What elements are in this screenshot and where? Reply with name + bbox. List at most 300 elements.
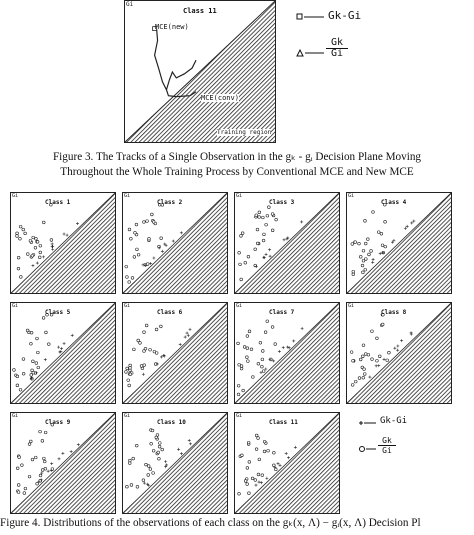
observation-circle-marker [351,243,354,246]
observation-circle-marker [237,393,240,396]
observation-circle-marker [17,491,20,494]
observation-circle-marker [128,384,131,387]
observation-circle-marker [135,444,138,447]
observation-circle-marker [137,253,140,256]
observation-circle-marker [258,211,261,214]
observation-plus-marker [63,342,66,345]
observation-plus-marker [177,448,180,451]
observation-circle-marker [241,232,244,235]
square-marker-icon [296,12,326,22]
observation-circle-marker [19,388,22,391]
observation-circle-marker [150,213,153,216]
observation-circle-marker [37,351,40,354]
figure4-panel-5 [10,302,116,404]
figure4-panel-plot [11,193,115,293]
observation-circle-marker [384,220,387,223]
observation-circle-marker [152,449,155,452]
observation-circle-marker [376,337,379,340]
observation-plus-marker [272,359,275,362]
observation-circle-marker [36,337,39,340]
observation-circle-marker [143,331,146,334]
figure4-axis-label: Gi [12,303,19,309]
observation-plus-marker [300,220,303,223]
observation-plus-marker [294,446,297,449]
observation-plus-marker [70,450,73,453]
observation-circle-marker [153,350,156,353]
observation-plus-marker [77,443,80,446]
observation-circle-marker [16,235,19,238]
observation-circle-marker [19,225,22,228]
plus-marker-icon [358,418,378,428]
observation-plus-marker [258,481,261,484]
observation-circle-marker [371,358,374,361]
observation-circle-marker [367,353,370,356]
observation-circle-marker [352,359,355,362]
observation-circle-marker [135,223,138,226]
figure4-axis-label: Gi [236,193,243,199]
observation-plus-marker [51,248,54,251]
observation-plus-marker [268,248,271,251]
observation-circle-marker [238,492,241,495]
observation-circle-marker [238,251,241,254]
observation-circle-marker [255,214,258,217]
observation-circle-marker [16,375,19,378]
figure4-axis-label: Gi [124,303,131,309]
observation-circle-marker [244,261,247,264]
figure4-axis-label: Gi [12,193,19,199]
observation-circle-marker [271,213,274,216]
figure4-panel-title: Class 11 [269,419,298,426]
observation-circle-marker [248,461,251,464]
figure4-panel-plot [123,193,227,293]
observation-circle-marker [30,342,33,345]
observation-circle-marker [272,451,275,454]
observation-circle-marker [364,242,367,245]
observation-circle-marker [149,348,152,351]
observation-circle-marker [363,373,366,376]
figure3-panel-title: Class 11 [183,7,217,15]
observation-circle-marker [362,376,365,379]
observation-circle-marker [265,223,268,226]
observation-plus-marker [163,355,166,358]
observation-circle-marker [41,469,44,472]
observation-circle-marker [128,228,131,231]
observation-plus-marker [180,231,183,234]
triangle-marker-icon [296,48,326,58]
observation-circle-marker [248,492,251,495]
observation-circle-marker [128,281,131,284]
observation-circle-marker [266,320,269,323]
observation-circle-marker [267,206,270,209]
observation-circle-marker [143,221,146,224]
figure4-axis-label: Gi [124,193,131,199]
observation-circle-marker [246,335,249,338]
observation-circle-marker [17,484,20,487]
observation-plus-marker [60,347,63,350]
figure3-region-label: Training region [217,129,272,136]
observation-plus-marker [61,452,64,455]
observation-plus-marker [142,373,145,376]
figure4-panel-1 [10,192,116,294]
observation-plus-marker [180,452,183,455]
figure4-panel-plot [123,413,227,513]
observation-circle-marker [37,366,40,369]
figure4-panel-10 [122,412,228,514]
observation-circle-marker [160,237,163,240]
observation-plus-marker [162,354,165,357]
observation-circle-marker [39,474,42,477]
observation-circle-marker [262,370,265,373]
observation-plus-marker [383,358,386,361]
observation-plus-marker [379,252,382,255]
observation-circle-marker [261,216,264,219]
observation-circle-marker [237,342,240,345]
figure3-legend [296,8,406,68]
observation-plus-marker [265,477,268,480]
observation-plus-marker [372,258,375,261]
observation-circle-marker [362,259,365,262]
observation-circle-marker [363,368,366,371]
figure4-panel-9 [10,412,116,514]
observation-plus-marker [161,250,164,253]
observation-circle-marker [263,440,266,443]
observation-circle-marker [384,245,387,248]
observation-circle-marker [362,271,365,274]
observation-circle-marker [129,373,132,376]
figure4-panel-title: Class 6 [157,309,183,316]
observation-circle-marker [19,237,22,240]
observation-circle-marker [129,237,132,240]
observation-circle-marker [151,429,154,432]
observation-circle-marker [147,465,150,468]
observation-circle-marker [238,363,241,366]
observation-circle-marker [386,359,389,362]
observation-plus-marker [410,221,413,224]
observation-circle-marker [364,268,367,271]
observation-circle-marker [157,451,160,454]
observation-circle-marker [23,492,26,495]
observation-circle-marker [30,331,33,334]
observation-circle-marker [364,353,367,356]
figure4-panel-title: Class 7 [269,309,295,316]
figure3-plot-area [125,1,275,142]
observation-circle-marker [22,372,25,375]
observation-plus-marker [393,347,396,350]
observation-circle-marker [127,379,130,382]
observation-circle-marker [361,264,364,267]
figure4-panel-8 [346,302,452,404]
observation-circle-marker [145,324,148,327]
figure4-panel-plot [123,303,227,403]
figure4-axis-label: Gi [236,413,243,419]
figure4-panel-11 [234,412,340,514]
observation-circle-marker [251,477,254,480]
observation-circle-marker [354,380,357,383]
observation-circle-marker [263,450,266,453]
figure4-legend-fraction [378,436,396,455]
observation-circle-marker [358,242,361,245]
observation-circle-marker [126,367,129,370]
observation-circle-marker [254,479,257,482]
observation-plus-marker [66,234,69,237]
observation-plus-marker [269,255,272,258]
figure4-axis-label: Gi [124,413,131,419]
observation-circle-marker [377,231,380,234]
observation-circle-marker [246,360,249,363]
figure4-panel-plot [235,413,339,513]
observation-plus-marker [265,253,268,256]
observation-circle-marker [44,467,47,470]
observation-plus-marker [301,327,304,330]
observation-circle-marker [251,376,254,379]
observation-circle-marker [388,351,391,354]
observation-plus-marker [172,240,175,243]
observation-circle-marker [152,221,155,224]
observation-circle-marker [358,377,361,380]
observation-circle-marker [28,443,31,446]
observation-circle-marker [155,436,158,439]
observation-plus-marker [400,339,403,342]
observation-plus-marker [377,364,380,367]
observation-plus-marker [149,262,152,265]
figure4-panel-title: Class 10 [157,419,186,426]
observation-circle-marker [126,485,129,488]
observation-plus-marker [279,464,282,467]
observation-circle-marker [31,254,34,257]
observation-circle-marker [21,464,24,467]
observation-plus-marker [188,439,191,442]
observation-circle-marker [381,244,384,247]
figure4-panel-7 [234,302,340,404]
observation-plus-marker [285,452,288,455]
observation-circle-marker [24,232,27,235]
observation-circle-marker [148,237,151,240]
observation-circle-marker [43,460,46,463]
observation-plus-marker [184,336,187,339]
observation-circle-marker [275,218,278,221]
figure4-panel-plot [347,303,451,403]
observation-circle-marker [362,344,365,347]
observation-circle-marker [16,467,19,470]
observation-plus-marker [58,457,61,460]
observation-circle-marker [136,248,139,251]
observation-circle-marker [17,267,20,270]
observation-circle-marker [361,355,364,358]
observation-circle-marker [134,231,137,234]
observation-circle-marker [240,278,243,281]
figure4-panel-plot [347,193,451,293]
observation-circle-marker [372,211,375,214]
figure4-panel-plot [235,303,339,403]
observation-plus-marker [44,358,47,361]
figure3-axis-label: Gi [126,1,134,8]
observation-circle-marker [143,350,146,353]
observation-plus-marker [278,350,281,353]
observation-circle-marker [133,256,136,259]
observation-circle-marker [247,255,250,258]
observation-circle-marker [22,358,25,361]
figure4-panel-title: Class 3 [269,199,295,206]
observation-circle-marker [256,242,259,245]
observation-circle-marker [16,232,19,235]
observation-circle-marker [29,440,32,443]
observation-circle-marker [257,473,260,476]
observation-circle-marker [237,384,240,387]
observation-circle-marker [264,331,267,334]
figure4-panel-4 [346,192,452,294]
observation-circle-marker [36,240,39,243]
observation-circle-marker [352,273,355,276]
observation-plus-marker [179,343,182,346]
observation-plus-marker [412,220,415,223]
observation-circle-marker [350,351,353,354]
observation-circle-marker [50,239,53,242]
observation-circle-marker [39,251,42,254]
observation-plus-marker [396,349,399,352]
observation-circle-marker [271,326,274,329]
observation-circle-marker [261,365,264,368]
observation-circle-marker [158,442,161,445]
observation-circle-marker [150,442,153,445]
observation-circle-marker [152,472,155,475]
observation-circle-marker [257,437,260,440]
observation-circle-marker [354,241,357,244]
observation-plus-marker [189,328,192,331]
observation-plus-marker [189,442,192,445]
figure4-panel-3 [234,192,340,294]
observation-plus-marker [51,245,54,248]
observation-circle-marker [258,458,261,461]
observation-circle-marker [34,456,37,459]
observation-circle-marker [35,237,38,240]
observation-circle-marker [259,341,262,344]
figure4-panel-plot [11,303,115,403]
figure4-legend-frac-num: Gk [382,436,392,445]
figure4-panel-title: Class 5 [45,309,71,316]
figure4-panel-plot [11,413,115,513]
observation-plus-marker [51,242,54,245]
observation-circle-marker [145,463,148,466]
observation-circle-marker [126,276,129,279]
observation-circle-marker [149,468,152,471]
observation-plus-marker [152,257,155,260]
observation-circle-marker [42,221,45,224]
observation-circle-marker [258,216,261,219]
figure3-legend-frac-num: Gk [330,37,344,48]
observation-circle-marker [128,459,131,462]
observation-circle-marker [129,367,132,370]
observation-circle-marker [359,255,362,258]
observation-circle-marker [22,228,25,231]
circle-marker-icon [358,444,378,454]
observation-circle-marker [240,367,243,370]
observation-circle-marker [13,369,16,372]
observation-plus-marker [404,227,407,230]
observation-circle-marker [17,256,20,259]
figure4-panel-6 [122,302,228,404]
observation-circle-marker [26,253,29,256]
observation-circle-marker [239,263,242,266]
observation-plus-marker [406,225,409,228]
observation-circle-marker [143,364,146,367]
observation-plus-marker [287,456,290,459]
observation-circle-marker [240,454,243,457]
observation-circle-marker [30,374,33,377]
observation-circle-marker [147,474,150,477]
observation-circle-marker [246,467,249,470]
observation-circle-marker [26,329,29,332]
observation-circle-marker [263,233,266,236]
observation-circle-marker [161,448,164,451]
observation-circle-marker [39,244,42,247]
observation-circle-marker [38,256,41,259]
figure4-panel-2 [122,192,228,294]
observation-circle-marker [146,220,149,223]
observation-circle-marker [18,456,21,459]
observation-circle-marker [131,277,134,280]
observation-circle-marker [159,325,162,328]
observation-circle-marker [32,371,35,374]
figure3-track-new-label: MCE(new) [155,23,189,31]
observation-circle-marker [132,457,135,460]
observation-circle-marker [274,343,277,346]
observation-circle-marker [254,248,257,251]
observation-plus-marker [160,355,163,358]
observation-circle-marker [261,474,264,477]
observation-circle-marker [155,328,158,331]
observation-plus-marker [57,346,60,349]
figure3-legend-frac-den: Gi [326,48,348,59]
observation-circle-marker [31,458,34,461]
figure3-caption-line1: Figure 3. The Tracks of a Single Observation in the gₖ - gᵢ Decision Plane Moving [52,151,422,163]
observation-circle-marker [381,323,384,326]
observation-circle-marker [246,347,249,350]
observation-circle-marker [246,483,249,486]
observation-plus-marker [277,462,280,465]
observation-circle-marker [242,389,245,392]
observation-circle-marker [42,317,45,320]
observation-circle-marker [359,358,362,361]
observation-circle-marker [35,362,38,365]
figure3-legend-diff: Gk-Gi [328,9,362,22]
observation-circle-marker [24,487,27,490]
observation-circle-marker [32,360,35,363]
observation-plus-marker [371,261,374,264]
observation-circle-marker [240,234,243,237]
observation-circle-marker [368,253,371,256]
observation-circle-marker [261,350,264,353]
observation-circle-marker [130,484,133,487]
observation-circle-marker [34,246,37,249]
observation-circle-marker [248,330,251,333]
observation-circle-marker [247,441,250,444]
observation-plus-marker [292,339,295,342]
figure4-legend-frac-den: Gi [378,445,396,455]
figure4-caption: Figure 4. Distributions of the observations of each class on the gₖ(x, Λ) − gᵢ(x, Λ) Decision Pl [0,517,421,529]
observation-plus-marker [42,255,45,258]
observation-circle-marker [255,434,258,437]
observation-circle-marker [362,249,365,252]
observation-plus-marker [368,376,371,379]
figure4-panel-plot [235,193,339,293]
observation-circle-marker [140,365,143,368]
figure4-panel-title: Class 1 [45,199,71,206]
observation-plus-marker [283,238,286,241]
observation-circle-marker [364,219,367,222]
observation-circle-marker [261,358,264,361]
observation-circle-marker [380,232,383,235]
figure4-axis-label: Gi [236,303,243,309]
